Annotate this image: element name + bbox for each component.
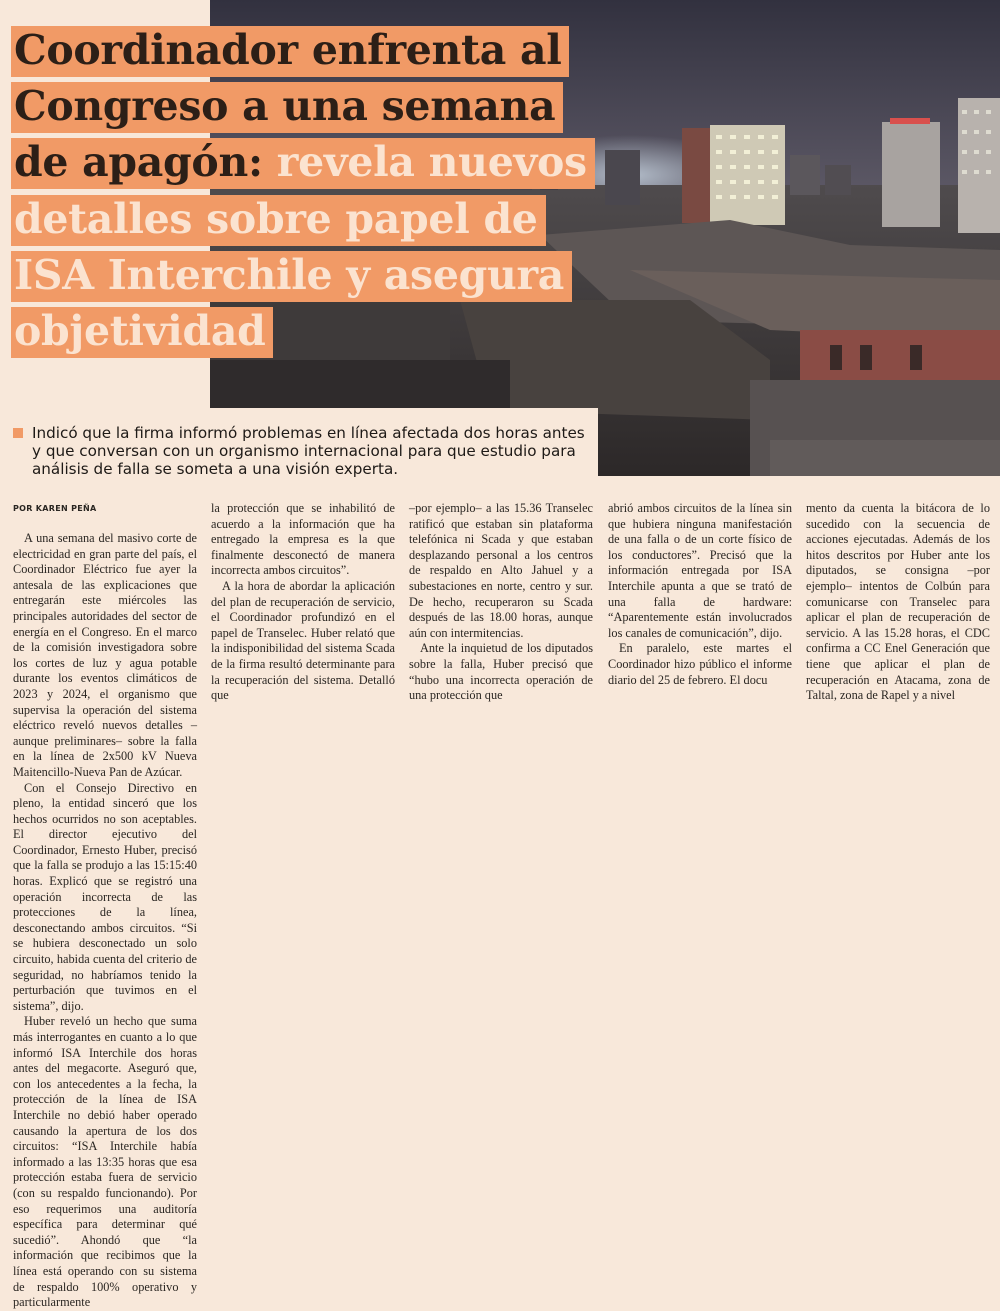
headline-dark-part: Coordinador enfrenta al Congreso a una semana de apagón: — [14, 26, 562, 187]
headline-light-part: revela nuevos detalles sobre papel de ISA Interchile y asegura objetividad — [14, 138, 587, 356]
article-column-5 — [806, 501, 990, 704]
paragraph: Huber reveló un hecho que suma más interrogantes en cuanto a lo que informó ISA Interchile dos horas antes del megacorte. Aseguró que, con los antecedentes a la fecha, la protección de la línea de ISA Interchile no debió haber operado causando la apertura de los dos circuitos: “ISA Interchile había informado a las 13:35 horas que esa protección estaba fuera de servicio (con su respaldo funcionando). Por eso requerimos una auditoría específica para determinar qué sucedió”. Ahondó que “la información que recibimos que la línea está operando con su sistema de respaldo 100% operativo y particularmente — [13, 1014, 197, 1310]
byline: POR KAREN PEÑA — [13, 504, 97, 513]
article-column-3 — [409, 501, 593, 704]
paragraph: mento da cuenta la bitácora de lo sucedido con la secuencia de acciones ejecutadas. Además de los hitos descritos por Huber ante los diputados, se consigna –por ejemplo– intentos de Colbún para comunicarse con Transelec para aplicar el plan de recuperación de servicio. A las 15.28 horas, el CDC confirma a CC Enel Generación que tiene que aplicar el plan de recuperación en Atacama, zona de Taltal, zona de Rapel y a nivel — [806, 501, 990, 703]
deck-square-bullet-icon — [13, 428, 23, 438]
paragraph: abrió ambos circuitos de la línea sin que hubiera ninguna manifestación de una falla o de un corte físico de los conductores”. Precisó que la información entregada por ISA Interchile apunta a que se trató de una falla de hardware: “Aparentemente están involucrados los canales de comunicación”, dijo. — [608, 501, 792, 640]
paragraph: Ante la inquietud de los diputados sobre la falla, Huber precisó que “hubo una incorrecta operación de una protección que — [409, 641, 593, 703]
article-column-1 — [13, 531, 197, 1311]
paragraph: En paralelo, este martes el Coordinador hizo público el informe diario del 25 de febrero. El docu — [608, 641, 792, 687]
paragraph: A la hora de abordar la aplicación del plan de recuperación de servicio, el Coordinador profundizó en el papel de Transelec. Huber relató que la indisponibilidad del sistema Scada de la firma resultó determinante para la recuperación del sistema. Detalló que — [211, 578, 395, 703]
paragraph: la protección que se inhabilitó de acuerdo a la información que ha entregado la empresa es la que finalmente desconectó de manera incorrecta ambos circuitos”. — [211, 501, 395, 578]
headline — [11, 22, 611, 359]
deck-box — [0, 408, 598, 478]
paragraph: A una semana del masivo corte de electricidad en gran parte del país, el Coordinador Eléctrico fue ayer la antesala de las explicaciones que entregarán este miércoles las principales autoridades del sector de energía en el Congreso. En el marco de la comisión investigadora sobre los cortes de luz y agua potable durante los eventos climáticos de 2023 y 2024, el organismo que supervisa la operación del sistema eléctrico reveló nuevos detalles –aunque preliminares– sobre la falla en la línea de 2x500 kV Nueva Maitencillo-Nueva Pan de Azúcar. — [13, 531, 197, 779]
deck-text: Indicó que la firma informó problemas en línea afectada dos horas antes y que conversan con un organismo internacional para que estudio para análisis de falla se someta a una visión experta. — [32, 424, 585, 478]
paragraph: –por ejemplo– a las 15.36 Transelec ratificó que estaban sin plataforma telefónica ni Scada y que estaban desplazando personal a los centros de respaldo en Alto Jahuel y a subestaciones en norte, centro y sur. De hecho, recuperaron su Scada después de las 18.00 horas, aunque aún con intermitencias. — [409, 501, 593, 640]
article-column-4 — [608, 501, 792, 688]
paragraph: Con el Consejo Directivo en pleno, la entidad sinceró que los hechos ocurridos no son aceptables. El director ejecutivo del Coordinador, Ernesto Huber, precisó que la falla se produjo a las 15:15:40 horas. Explicó que se registró una operación incorrecta de las protecciones de la línea, desconectando ambos circuitos. “Si se hubiera desconectado un solo circuito, habida cuenta del criterio de seguridad, no habríamos tenido la perturbación que tuvimos en el sistema”, dijo. — [13, 780, 197, 1013]
article-column-2 — [211, 501, 395, 704]
